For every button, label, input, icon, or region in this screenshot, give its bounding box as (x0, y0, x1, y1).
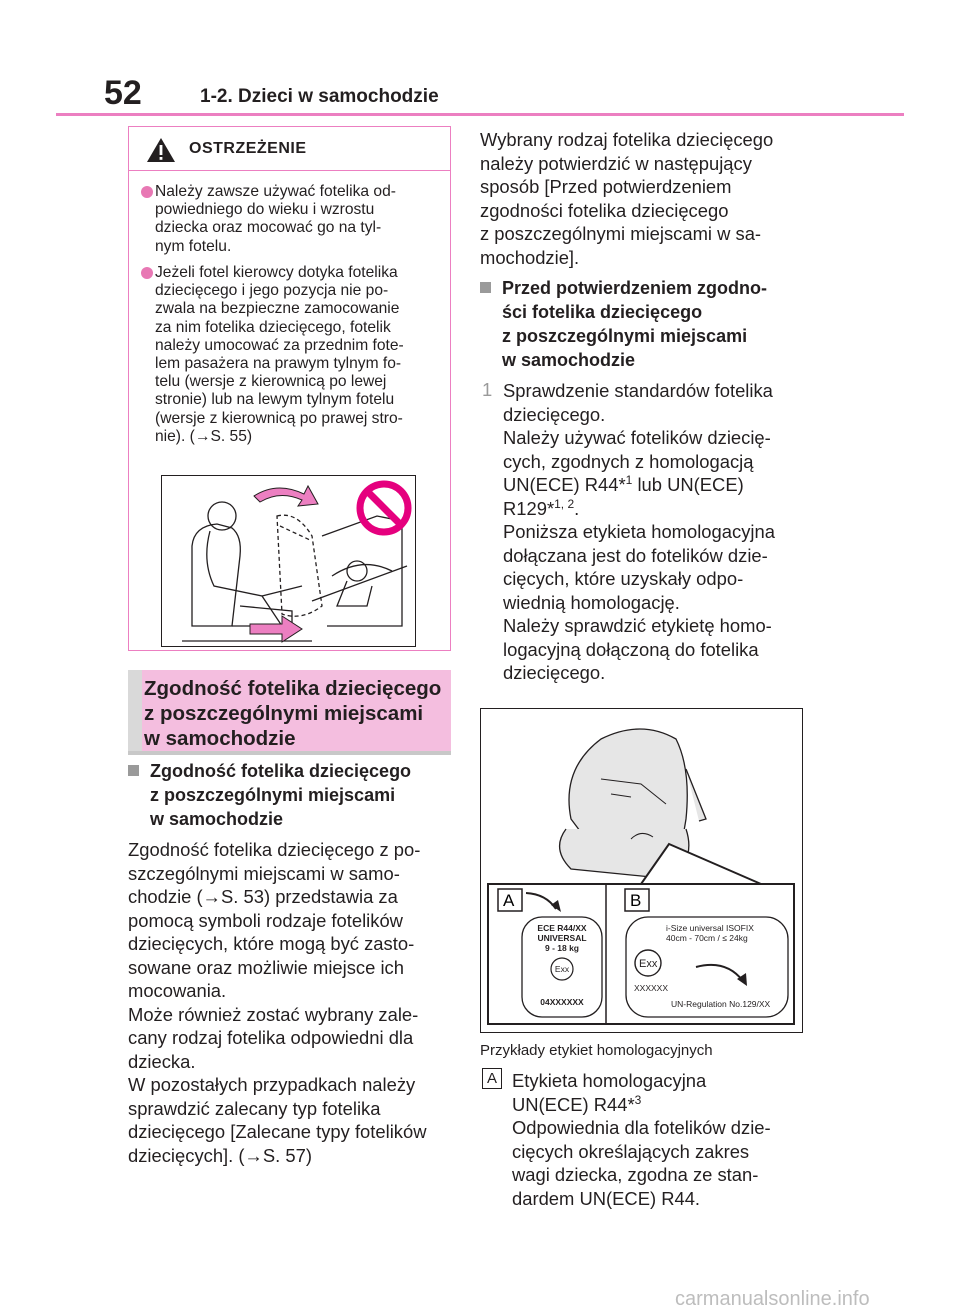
approval-labels-illustration (480, 708, 803, 1033)
text-line: mocowania. (128, 980, 227, 1001)
text-line: lem pasażera na prawym tylnym fo- (155, 355, 402, 373)
square-bullet-icon (128, 765, 139, 776)
text-line: pomocą symboli rodzaje fotelików (128, 909, 403, 931)
bullet-icon (141, 267, 153, 279)
tag-a-box: A (482, 1068, 502, 1089)
text-line: Wybrany rodzaj fotelika dziecięcego (480, 129, 774, 150)
subheading-line: ści fotelika dziecięcego (502, 302, 703, 322)
text-line: chodzie (→S. 53) przedstawia za (128, 886, 398, 907)
text-line: Należy sprawdzić etykietę homo- (503, 615, 772, 636)
text-line: (wersje z kierownicą po prawej stro- (155, 409, 403, 427)
text-line: dziecka oraz mocować go na tyl- (155, 219, 382, 237)
text-line: cięcych, które uzyskały odpo- (503, 568, 744, 589)
text-line: dziecka. (128, 1050, 196, 1072)
right-subheading (480, 276, 810, 372)
item-a-text (512, 1069, 771, 1210)
warning-item-2 (141, 264, 441, 446)
text-line: Odpowiednia dla fotelików dzie- (512, 1117, 771, 1138)
text-line: szczególnymi miejscami w samo- (128, 862, 400, 884)
text-line: wiednią homologację. (503, 591, 680, 613)
text-line: Poniższa etykieta homologacyjna (503, 521, 775, 542)
warning-box (128, 126, 451, 651)
left-body-text (128, 838, 427, 1167)
text-line (503, 497, 775, 521)
label-b-line: 40cm - 70cm / ≤ 24kg (666, 933, 748, 943)
page-number: 52 (104, 74, 142, 112)
text-line: dziecięcych, które mogą być zasto- (128, 933, 415, 954)
text-part: UN(ECE) R44* (512, 1093, 635, 1115)
text-line: powiedniego do wieku i wzrostu (155, 201, 375, 219)
watermark: carmanualsonline.info (675, 1288, 870, 1310)
text-line: Etykieta homologacyjna (512, 1070, 707, 1091)
text-line: nym fotelu. (155, 237, 232, 255)
subheading-line: Zgodność fotelika dziecięcego (150, 761, 412, 781)
square-bullet-icon (480, 282, 491, 293)
footnote-ref: 1, 2 (554, 496, 575, 511)
text-line: należy umocować za przednim fote- (155, 336, 404, 354)
text-line: mochodzie]. (480, 246, 580, 268)
text-part: R129* (503, 497, 555, 519)
bullet-icon (141, 186, 153, 198)
text-line: sprawdzić zalecany typ fotelika (128, 1097, 381, 1119)
text-line: stronie) lub na lewym tylnym fotelu (155, 391, 395, 409)
footnote-ref: 1 (625, 472, 633, 487)
label-b-line: UN-Regulation No.129/XX (671, 999, 771, 1009)
text-part: . (574, 497, 580, 519)
step-1-text (503, 379, 775, 685)
text-line: dziecięcego. (503, 662, 606, 683)
labels-drawing (481, 709, 802, 1032)
heading-line: Zgodność fotelika dziecięcego (144, 677, 442, 700)
seat-warning-illustration (161, 475, 416, 647)
text-line: Może również zostać wybrany zale- (128, 1003, 419, 1025)
warning-icon (146, 137, 176, 163)
text-line (503, 473, 775, 497)
text-line: dziecięcych]. (→S. 57) (128, 1144, 312, 1166)
text-line: dziecięcego [Zalecane typy fotelików (128, 1121, 427, 1142)
section-heading (128, 670, 451, 755)
label-b-line: i-Size universal ISOFIX (666, 923, 754, 933)
text-line: sposób [Przed potwierdzeniem (480, 176, 732, 197)
text-part: UN(ECE) R44* (503, 474, 626, 495)
text-line: telu (wersje z kierownicą po lewej (155, 373, 387, 391)
text-line: cych, zgodnych z homologacją (503, 450, 754, 472)
text-line: W pozostałych przypadkach należy (128, 1074, 416, 1095)
seat-drawing (162, 476, 415, 646)
left-subheading (128, 759, 458, 831)
text-line: dziecięcego i jego pozycja nie po- (155, 282, 389, 300)
text-line: logacyjną dołączoną do fotelika (503, 638, 759, 660)
subheading-line: w samochodzie (150, 809, 284, 829)
text-part: lub UN(ECE) (632, 474, 744, 495)
text-line: Należy używać fotelików dziecię- (503, 427, 771, 448)
text-line: wagi dziecka, zgodna ze stan- (512, 1164, 759, 1185)
warning-item-1 (141, 183, 441, 256)
text-line: zgodności fotelika dziecięcego (480, 199, 729, 221)
footnote-ref: 3 (634, 1092, 642, 1107)
text-line: Sprawdzenie standardów fotelika (503, 380, 773, 401)
heading-line: z poszczególnymi miejscami (144, 702, 424, 725)
subheading-line: z poszczególnymi miejscami (150, 785, 396, 805)
text-line: cięcych określających zakres (512, 1140, 750, 1162)
label-a-line: 9 - 18 kg (544, 943, 580, 953)
label-a-line: UNIVERSAL (537, 933, 587, 943)
text-line: z poszczególnymi miejscami w sa- (480, 223, 762, 244)
text-line: cany rodzaj fotelika odpowiedni dla (128, 1027, 414, 1048)
section-title: 1-2. Dzieci w samochodzie (200, 86, 439, 107)
label-a-line: ECE R44/XX (537, 923, 587, 933)
text-line: należy potwierdzić w następujący (480, 152, 752, 174)
tag-a-label: A (503, 891, 515, 910)
figure-caption: Przykłady etykiet homologacyjnych (480, 1042, 713, 1059)
text-line: zwala na bezpieczne zamocowanie (155, 300, 400, 318)
text-line: dardem UN(ECE) R44. (512, 1187, 701, 1209)
text-line: Należy zawsze używać fotelika od- (155, 183, 396, 200)
text-line: Zgodność fotelika dziecięcego z po- (128, 839, 421, 860)
text-line (512, 1093, 771, 1117)
heading-line: w samochodzie (144, 727, 296, 750)
header-rule (56, 113, 904, 116)
text-line: nie). (→S. 55) (155, 427, 253, 445)
text-line: sowane oraz możliwie miejsce ich (128, 956, 404, 978)
subheading-line: z poszczególnymi miejscami (502, 326, 748, 346)
label-a-line: Exx (554, 964, 570, 974)
label-b-line: Exx (639, 958, 658, 970)
right-intro-text (480, 128, 773, 269)
label-b-line: XXXXXX (634, 983, 669, 993)
warning-title: OSTRZEŻENIE (189, 140, 307, 157)
step-number: 1 (482, 379, 493, 400)
text-line: dziecięcego. (503, 403, 606, 425)
text-line: Jeżeli fotel kierowcy dotyka fotelika (155, 264, 398, 281)
text-line: za nim fotelika dziecięcego, fotelik (155, 318, 391, 336)
text-line: dołączana jest do fotelików dzie- (503, 544, 768, 566)
subheading-line: Przed potwierdzeniem zgodno- (502, 278, 768, 298)
warning-header (129, 127, 450, 171)
subheading-line: w samochodzie (502, 350, 636, 370)
label-a-line: 04XXXXXX (540, 997, 584, 1007)
tag-b-label: B (630, 891, 642, 910)
